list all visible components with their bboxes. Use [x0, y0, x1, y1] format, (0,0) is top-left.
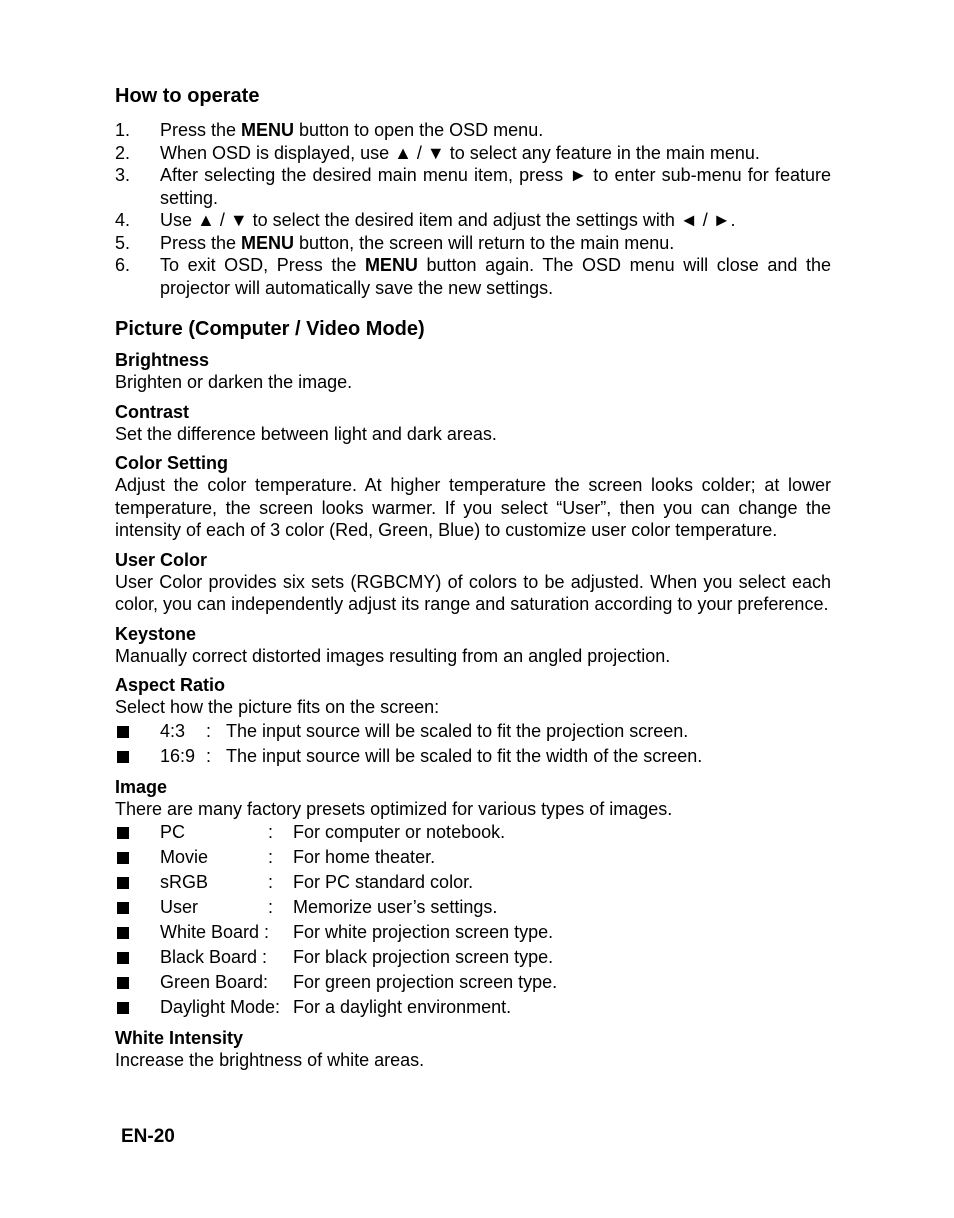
step-number: 5.: [115, 232, 131, 253]
square-bullet-icon: [117, 852, 129, 864]
step-bold: MENU: [364, 255, 418, 275]
option-desc: For computer or notebook.: [293, 822, 506, 842]
square-bullet-icon: [117, 827, 129, 839]
step-text: Press the: [160, 120, 242, 140]
step-item: [115, 254, 831, 299]
step-item: [115, 164, 831, 209]
color-setting-heading: Color Setting: [115, 453, 228, 473]
square-bullet-icon: [117, 902, 129, 914]
list-item: [115, 995, 831, 1020]
color-setting-text: Adjust the color temperature. At higher temperature the screen looks colder; at lower temperature, the screen looks warmer. If you select “User”, then you can change the intensity of each of 3 color (Red, Green, Blue) to customize user color temperature.: [115, 475, 831, 540]
step-item: [115, 232, 831, 255]
image-heading: Image: [115, 776, 168, 797]
option-separator: :: [268, 822, 274, 842]
step-number: 3.: [115, 165, 131, 185]
step-text: To exit OSD, Press the: [160, 255, 365, 275]
user-color-heading: User Color: [115, 549, 208, 570]
image-text: There are many factory presets optimized for various types of images.: [115, 798, 673, 819]
step-number: 1.: [115, 120, 131, 140]
square-bullet-icon: [117, 927, 129, 939]
option-key: User: [160, 897, 199, 917]
square-bullet-icon: [117, 952, 129, 964]
keystone-text: Manually correct distorted images resulting from an angled projection.: [115, 645, 671, 666]
option-key: Black Board :: [160, 947, 268, 967]
square-bullet-icon: [117, 1002, 129, 1014]
step-item: [115, 119, 831, 142]
white-intensity-heading: White Intensity: [115, 1028, 244, 1048]
square-bullet-icon: [117, 726, 129, 738]
list-item: [115, 970, 831, 995]
step-number: 4.: [115, 210, 131, 230]
contrast-heading: Contrast: [115, 401, 190, 422]
square-bullet-icon: [117, 751, 129, 763]
image-mode-list: [115, 820, 831, 1020]
list-item: [115, 820, 831, 845]
option-desc: The input source will be scaled to fit the projection screen.: [226, 720, 689, 741]
step-text: Press the: [160, 232, 242, 253]
option-desc: For green projection screen type.: [293, 972, 558, 992]
aspect-ratio-list: [115, 719, 831, 769]
step-text: Use ▲ / ▼ to select the desired item and adjust the settings with ◄ / ►.: [160, 210, 736, 230]
step-text: button again. The OSD menu will close and the projector will automatically save the new settings.: [160, 255, 831, 298]
option-key: White Board :: [160, 922, 270, 942]
list-item: [115, 945, 831, 970]
user-color-text: User Color provides six sets (RGBCMY) of colors to be adjusted. When you select each color, you can independently adjust its range and saturation according to your preference.: [115, 571, 831, 614]
step-item: [115, 209, 831, 232]
step-text: button, the screen will return to the main menu.: [294, 232, 675, 253]
step-text: When OSD is displayed, use ▲ / ▼ to select any feature in the main menu.: [160, 142, 760, 163]
list-item: [115, 870, 831, 895]
option-key: sRGB: [160, 872, 209, 892]
option-separator: :: [206, 720, 212, 741]
section-title-picture: Picture (Computer / Video Mode): [115, 318, 425, 340]
document-body: [115, 84, 831, 1072]
option-key: 4:3: [160, 720, 186, 741]
steps-list: [115, 119, 831, 299]
aspect-ratio-heading: Aspect Ratio: [115, 675, 226, 695]
square-bullet-icon: [117, 877, 129, 889]
page-number: EN-20: [121, 1126, 175, 1147]
option-desc: For home theater.: [293, 847, 436, 867]
option-key: PC: [160, 822, 186, 842]
contrast-text: Set the difference between light and dark areas.: [115, 423, 497, 444]
option-key: Daylight Mode:: [160, 997, 281, 1017]
option-separator: :: [268, 847, 274, 867]
list-item: [115, 744, 831, 769]
square-bullet-icon: [117, 977, 129, 989]
option-desc: The input source will be scaled to fit the width of the screen.: [226, 745, 703, 766]
list-item: [115, 895, 831, 920]
step-bold: MENU: [241, 232, 295, 253]
option-desc: For white projection screen type.: [293, 922, 554, 942]
option-desc: For black projection screen type.: [293, 947, 554, 967]
option-desc: Memorize user’s settings.: [293, 897, 498, 917]
option-separator: :: [268, 872, 274, 892]
option-separator: :: [268, 897, 274, 917]
section-title-how-to-operate: How to operate: [115, 85, 260, 107]
keystone-heading: Keystone: [115, 623, 197, 644]
step-item: [115, 142, 831, 165]
step-number: 2.: [115, 142, 131, 163]
option-key: Green Board:: [160, 972, 269, 992]
aspect-ratio-text: Select how the picture fits on the screen:: [115, 697, 440, 717]
option-desc: For a daylight environment.: [293, 997, 512, 1017]
option-key: Movie: [160, 847, 209, 867]
list-item: [115, 845, 831, 870]
list-item: [115, 719, 831, 744]
list-item: [115, 920, 831, 945]
option-desc: For PC standard color.: [293, 872, 474, 892]
step-text: button to open the OSD menu.: [294, 120, 544, 140]
step-text: After selecting the desired main menu item, press ► to enter sub-menu for feature setting.: [160, 165, 831, 208]
brightness-text: Brighten or darken the image.: [115, 372, 353, 392]
step-number: 6.: [115, 255, 131, 275]
step-bold: MENU: [241, 120, 295, 140]
option-key: 16:9: [160, 745, 196, 766]
option-separator: :: [206, 745, 212, 766]
white-intensity-text: Increase the brightness of white areas.: [115, 1050, 425, 1070]
brightness-heading: Brightness: [115, 350, 210, 370]
